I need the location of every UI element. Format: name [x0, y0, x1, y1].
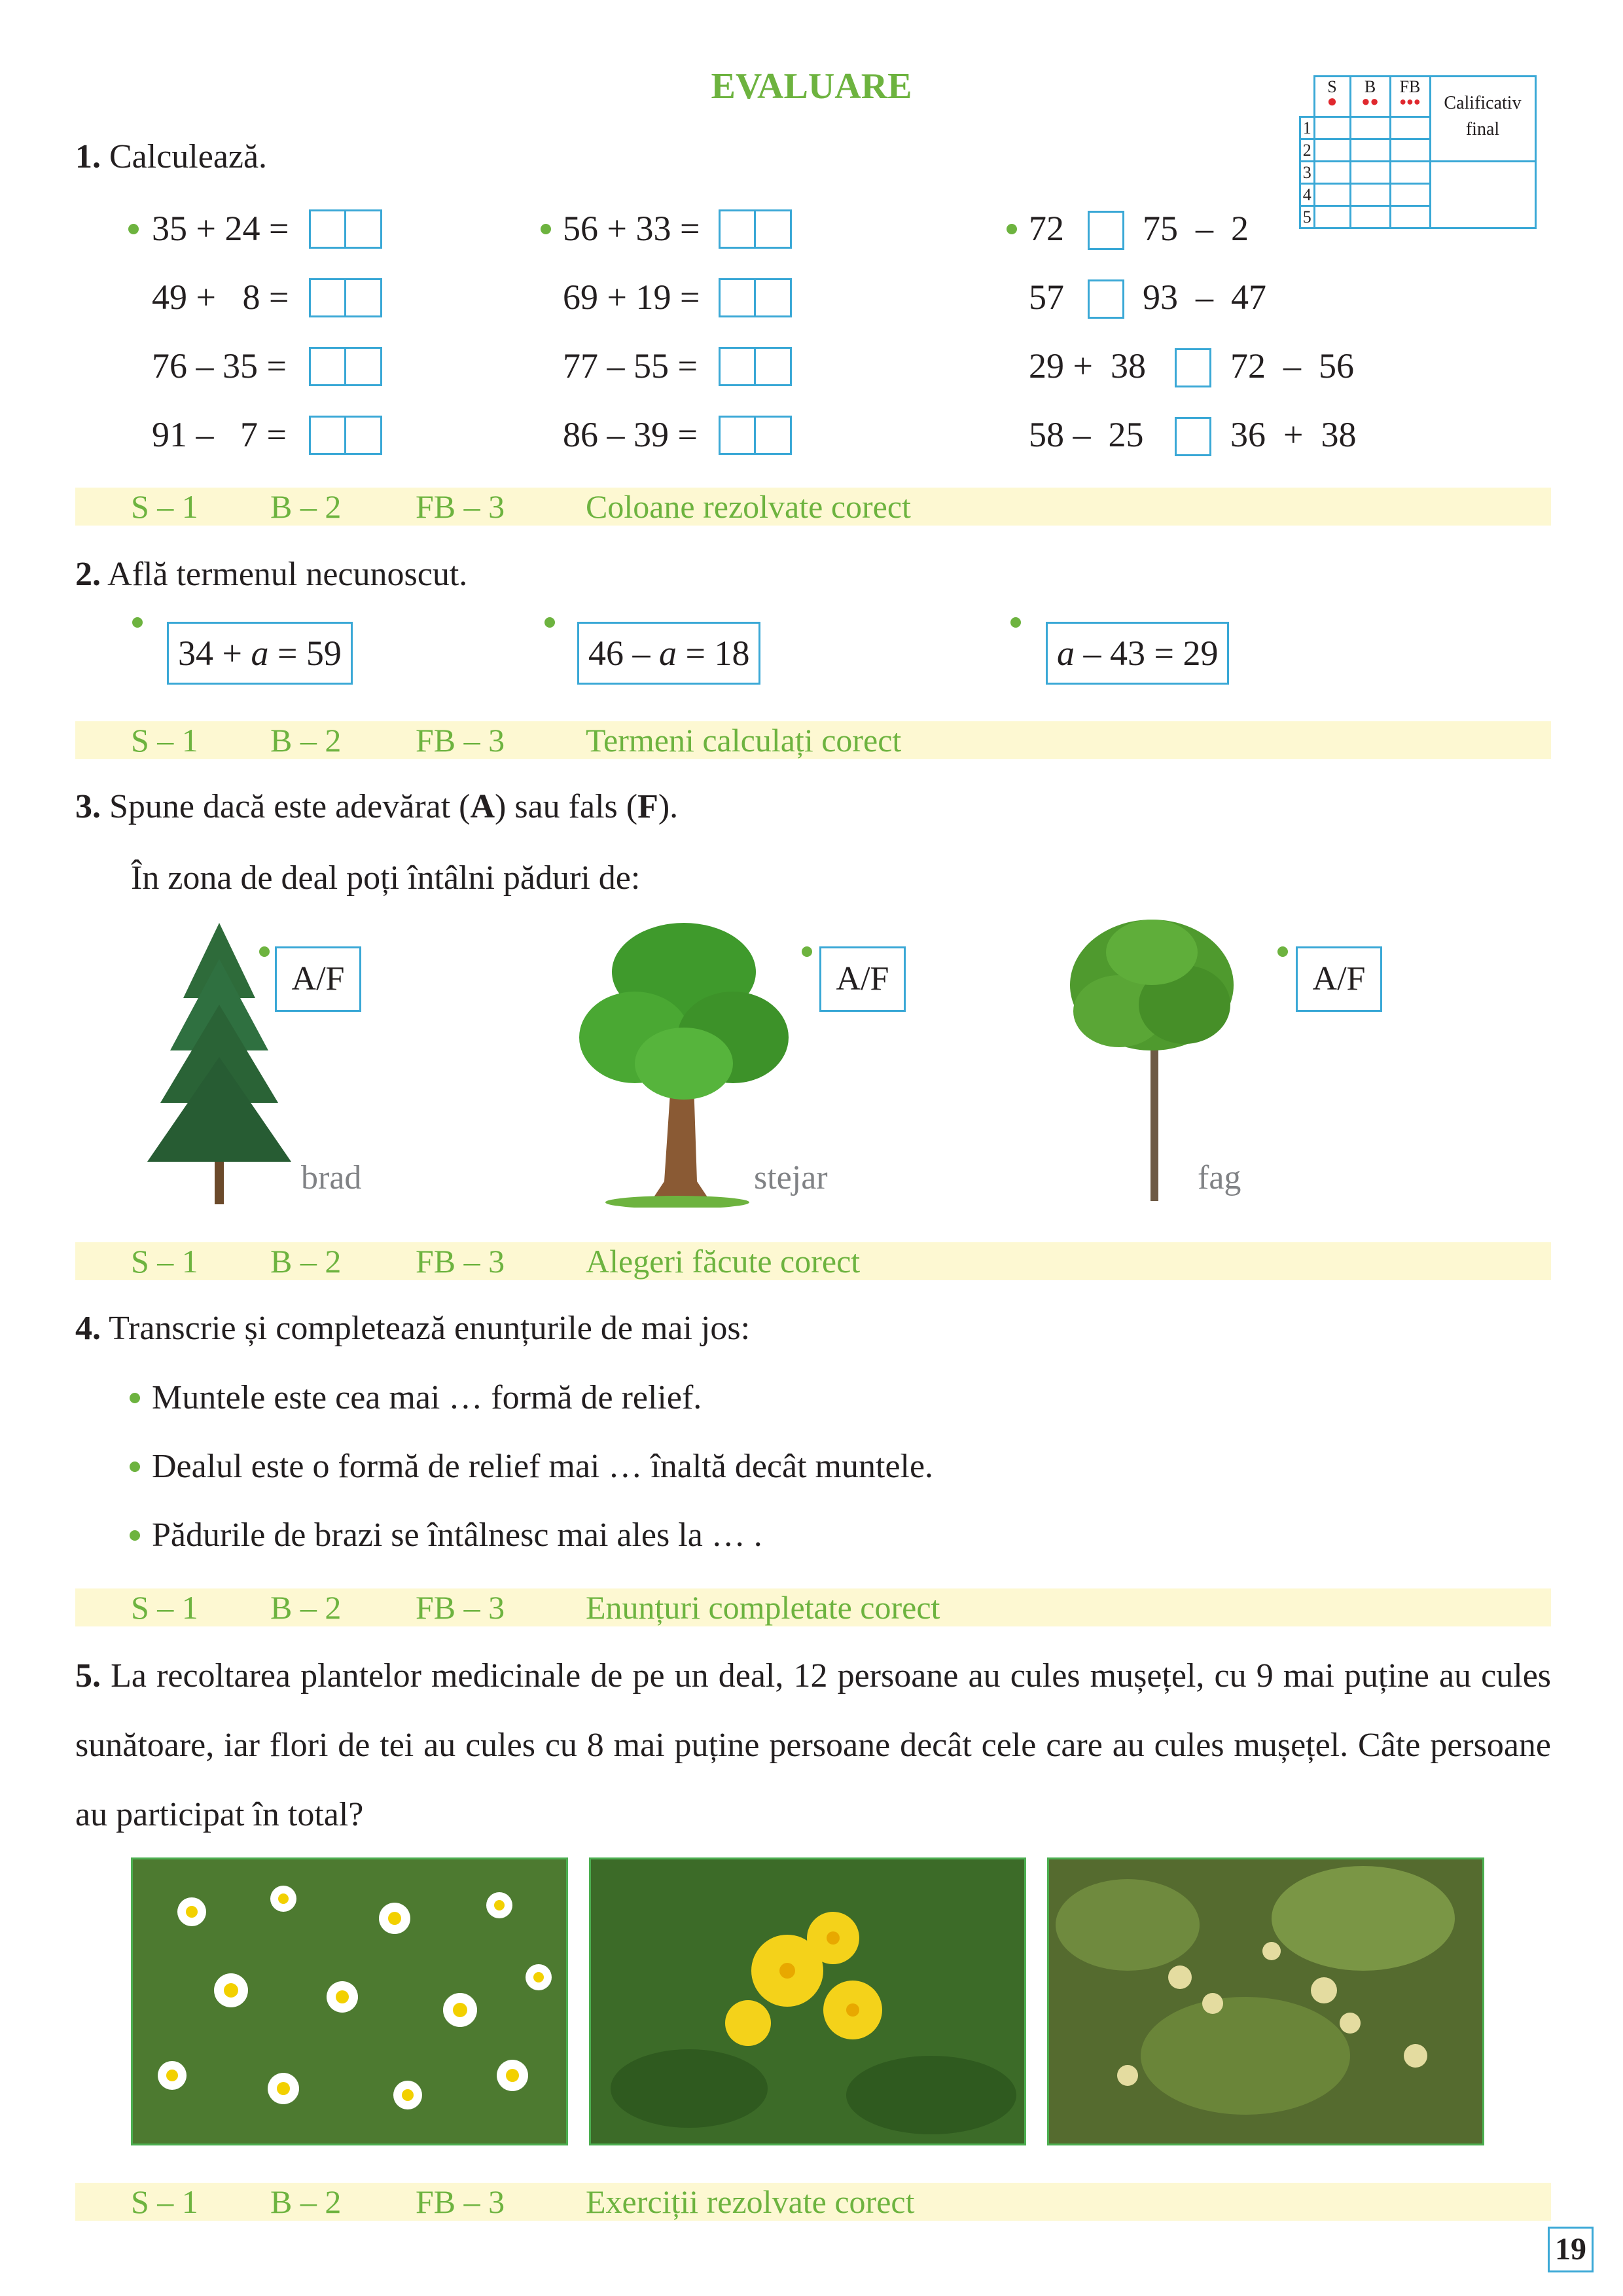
bullet — [1010, 617, 1021, 628]
grading-row-label: 3 — [1300, 162, 1315, 184]
compare-sign-box[interactable] — [1175, 348, 1211, 387]
exercise-1-title: 1. Calculează. — [75, 138, 268, 175]
scoring-band-5 — [75, 2183, 1551, 2221]
bullet — [130, 1530, 140, 1541]
score-b: B – 2 — [270, 1243, 342, 1280]
answer-box[interactable] — [719, 278, 792, 317]
compare-right: 72 – 56 — [1230, 346, 1354, 386]
exercise-3-subtitle: În zona de deal poți întâlni păduri de: — [131, 859, 641, 897]
grading-row-label: 5 — [1300, 206, 1315, 228]
bullet — [132, 617, 143, 628]
grading-row-label: 2 — [1300, 139, 1315, 162]
fill-in-sentence: Muntele este cea mai … formă de relief. — [152, 1379, 702, 1416]
score-criteria: Alegeri făcute corect — [586, 1243, 861, 1280]
calc-expression: 35 + 24 = — [152, 209, 289, 248]
answer-box[interactable] — [719, 209, 792, 249]
equation-box: 46 – a = 18 — [577, 622, 760, 685]
compare-right: 36 + 38 — [1230, 415, 1357, 454]
calc-expression: 56 + 33 = — [563, 209, 700, 248]
score-fb: FB – 3 — [416, 1243, 505, 1280]
true-false-box-fag[interactable]: A/F — [1296, 946, 1382, 1012]
calc-expression: 69 + 19 = — [563, 278, 700, 317]
page-number: 19 — [1548, 2227, 1594, 2272]
score-criteria: Exerciții rezolvate corect — [586, 2183, 915, 2220]
score-criteria: Enunțuri completate corect — [586, 1589, 940, 1626]
scoring-band-1 — [75, 488, 1551, 526]
score-fb: FB – 3 — [416, 2183, 505, 2220]
equation-box: 34 + a = 59 — [167, 622, 353, 685]
grading-header-s: S ● — [1314, 77, 1350, 117]
bullet — [1007, 224, 1017, 234]
calc-expression: 91 – 7 = — [152, 415, 287, 454]
exercise-5-text: 5. La recoltarea plantelor medicinale de pe un deal, 12 persoane au cules mușețel, cu 9 mai puține au cules sunătoare, iar flori de tei au cules cu 8 mai puține persoane decât cele care au cules mușețel. Câte persoane au participat în total? — [75, 1657, 1552, 1833]
score-b: B – 2 — [270, 2183, 342, 2220]
bullet — [128, 224, 139, 234]
compare-right: 75 – 2 — [1143, 209, 1249, 248]
fill-in-sentence: Dealul este o formă de relief mai … înaltă decât muntele. — [152, 1448, 934, 1485]
bullet — [130, 1462, 140, 1472]
score-b: B – 2 — [270, 1589, 342, 1626]
score-criteria: Termeni calculați corect — [586, 722, 902, 759]
bullet — [1277, 946, 1288, 957]
page-title: EVALUARE — [711, 66, 912, 107]
score-criteria: Coloane rezolvate corect — [586, 488, 911, 525]
exercise-3-title: 3. Spune dacă este adevărat (A) sau fals (F). — [75, 788, 679, 825]
answer-box[interactable] — [309, 209, 382, 249]
answer-box[interactable] — [309, 347, 382, 386]
bullet — [130, 1393, 140, 1403]
compare-left: 72 — [1029, 209, 1064, 248]
true-false-box-brad[interactable]: A/F — [275, 946, 361, 1012]
compare-left: 29 + 38 — [1029, 346, 1146, 386]
answer-box[interactable] — [719, 347, 792, 386]
equation-box: a – 43 = 29 — [1046, 622, 1229, 685]
compare-sign-box[interactable] — [1175, 417, 1211, 456]
compare-left: 57 — [1029, 278, 1064, 317]
score-s: S – 1 — [131, 2183, 198, 2220]
true-false-box-stejar[interactable]: A/F — [819, 946, 906, 1012]
answer-box[interactable] — [719, 416, 792, 455]
answer-box[interactable] — [309, 416, 382, 455]
score-fb: FB – 3 — [416, 1589, 505, 1626]
score-s: S – 1 — [131, 488, 198, 525]
grading-row-label: 1 — [1300, 117, 1315, 139]
bullet — [802, 946, 812, 957]
answer-box[interactable] — [309, 278, 382, 317]
score-fb: FB – 3 — [416, 488, 505, 525]
score-s: S – 1 — [131, 1589, 198, 1626]
tree-label: stejar — [754, 1159, 828, 1196]
compare-sign-box[interactable] — [1088, 211, 1124, 250]
calc-expression: 77 – 55 = — [563, 346, 698, 386]
chamomile-photo — [131, 1857, 568, 2145]
grading-header-fb: FB ●●● — [1390, 77, 1430, 117]
exercise-4-title: 4. Transcrie și completează enunțurile de mai jos: — [75, 1310, 751, 1347]
grading-row-label: 4 — [1300, 184, 1315, 206]
score-fb: FB – 3 — [416, 722, 505, 759]
compare-left: 58 – 25 — [1029, 415, 1144, 454]
score-b: B – 2 — [270, 722, 342, 759]
score-b: B – 2 — [270, 488, 342, 525]
scoring-band-2 — [75, 721, 1551, 759]
final-grade-label: Calificativ final — [1430, 77, 1535, 162]
score-s: S – 1 — [131, 722, 198, 759]
scoring-band-4 — [75, 1588, 1551, 1626]
scoring-band-3 — [75, 1242, 1551, 1280]
score-s: S – 1 — [131, 1243, 198, 1280]
bullet — [259, 946, 270, 957]
grading-table — [1299, 75, 1537, 229]
bullet — [541, 224, 551, 234]
st-johns-wort-photo — [589, 1857, 1026, 2145]
tree-label: brad — [301, 1159, 362, 1196]
compare-sign-box[interactable] — [1088, 279, 1124, 319]
calc-expression: 76 – 35 = — [152, 346, 287, 386]
grading-header-b: B ●● — [1350, 77, 1390, 117]
fill-in-sentence: Pădurile de brazi se întâlnesc mai ales la … . — [152, 1516, 762, 1554]
compare-right: 93 – 47 — [1143, 278, 1266, 317]
calc-expression: 49 + 8 = — [152, 278, 289, 317]
linden-flowers-photo — [1047, 1857, 1484, 2145]
exercise-2-title: 2. Află termenul necunoscut. — [75, 556, 468, 593]
calc-expression: 86 – 39 = — [563, 415, 698, 454]
tree-label: fag — [1198, 1159, 1241, 1196]
bullet — [544, 617, 555, 628]
